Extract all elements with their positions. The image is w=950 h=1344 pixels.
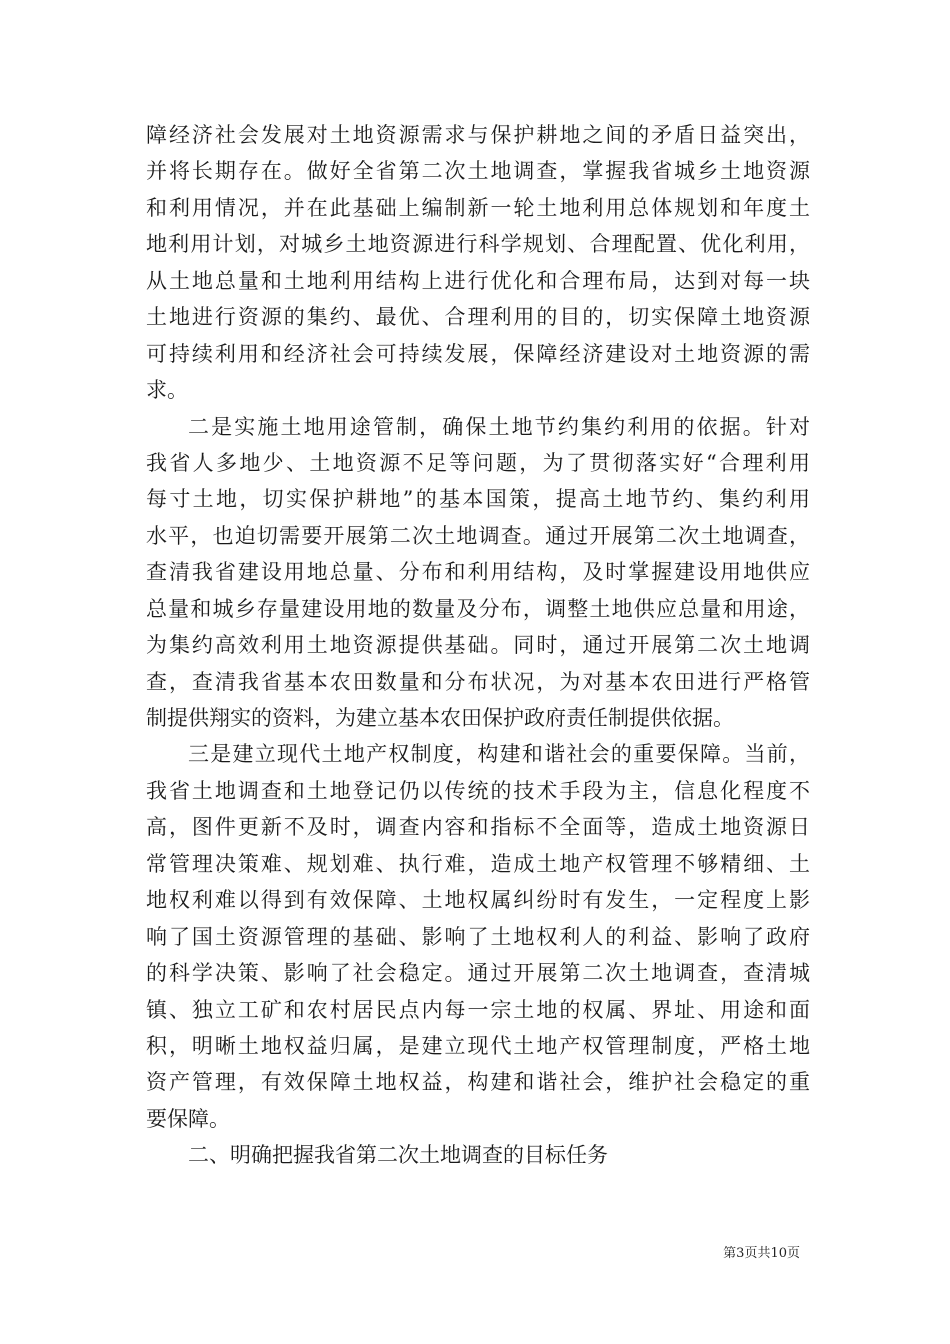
text-line: 和利用情况，并在此基础上编制新一轮土地利用总体规划和年度土 — [146, 195, 810, 220]
text-line: 资产管理，有效保障土地权益，构建和谐社会，维护社会稳定的重 — [146, 1070, 810, 1095]
page-number-footer: 第3页共10页 — [723, 1246, 800, 1261]
text-line: 障经济社会发展对土地资源需求与保护耕地之间的矛盾日益突出， — [146, 123, 810, 147]
text-line: 为集约高效利用土地资源提供基础。同时，通过开展第二次土地调 — [146, 633, 810, 658]
text-line: 查，查清我省基本农田数量和分布状况，为对基本农田进行严格管 — [146, 669, 810, 694]
text-line: 要保障。 — [146, 1106, 230, 1131]
text-line: 查清我省建设用地总量、分布和利用结构，及时掌握建设用地供应 — [146, 560, 810, 585]
text-line: 的科学决策、影响了社会稳定。通过开展第二次土地调查，查清城 — [146, 961, 810, 986]
text-line: 二、明确把握我省第二次土地调查的目标任务 — [188, 1143, 608, 1168]
text-line: 积，明晰土地权益归属，是建立现代土地产权管理制度，严格土地 — [146, 1033, 810, 1058]
text-line: 制提供翔实的资料，为建立基本农田保护政府责任制提供依据。 — [146, 706, 734, 730]
text-line: 水平，也迫切需要开展第二次土地调查。通过开展第二次土地调查， — [146, 523, 810, 548]
text-line: 常管理决策难、规划难、执行难，造成土地产权管理不够精细、土 — [146, 851, 810, 876]
text-line: 我省人多地少、土地资源不足等问题，为了贯彻落实好“合理利用 — [146, 450, 810, 475]
text-line: 可持续利用和经济社会可持续发展，保障经济建设对土地资源的需 — [146, 341, 810, 366]
text-line: 高，图件更新不及时，调查内容和指标不全面等，造成土地资源日 — [146, 815, 810, 840]
text-line: 我省土地调查和土地登记仍以传统的技术手段为主，信息化程度不 — [146, 778, 810, 803]
text-line: 土地进行资源的集约、最优、合理利用的目的，切实保障土地资源 — [146, 305, 810, 330]
text-line: 三是建立现代土地产权制度，构建和谐社会的重要保障。当前， — [188, 742, 810, 767]
text-line: 并将长期存在。做好全省第二次土地调查，掌握我省城乡土地资源 — [146, 159, 810, 184]
text-line: 镇、独立工矿和农村居民点内每一宗土地的权属、界址、用途和面 — [146, 997, 810, 1022]
text-line: 响了国土资源管理的基础、影响了土地权利人的利益、影响了政府 — [146, 924, 810, 949]
text-line: 二是实施土地用途管制，确保土地节约集约利用的依据。针对 — [188, 414, 810, 439]
text-line: 地权利难以得到有效保障、土地权属纠纷时有发生，一定程度上影 — [146, 888, 810, 913]
document-body — [146, 117, 810, 1174]
text-line: 求。 — [146, 378, 188, 403]
text-line: 从土地总量和土地利用结构上进行优化和合理布局，达到对每一块 — [146, 268, 810, 293]
text-line: 总量和城乡存量建设用地的数量及分布，调整土地供应总量和用途， — [146, 596, 810, 621]
text-line: 地利用计划，对城乡土地资源进行科学规划、合理配置、优化利用， — [146, 232, 810, 257]
text-line: 每寸土地，切实保护耕地”的基本国策，提高土地节约、集约利用 — [146, 487, 810, 512]
